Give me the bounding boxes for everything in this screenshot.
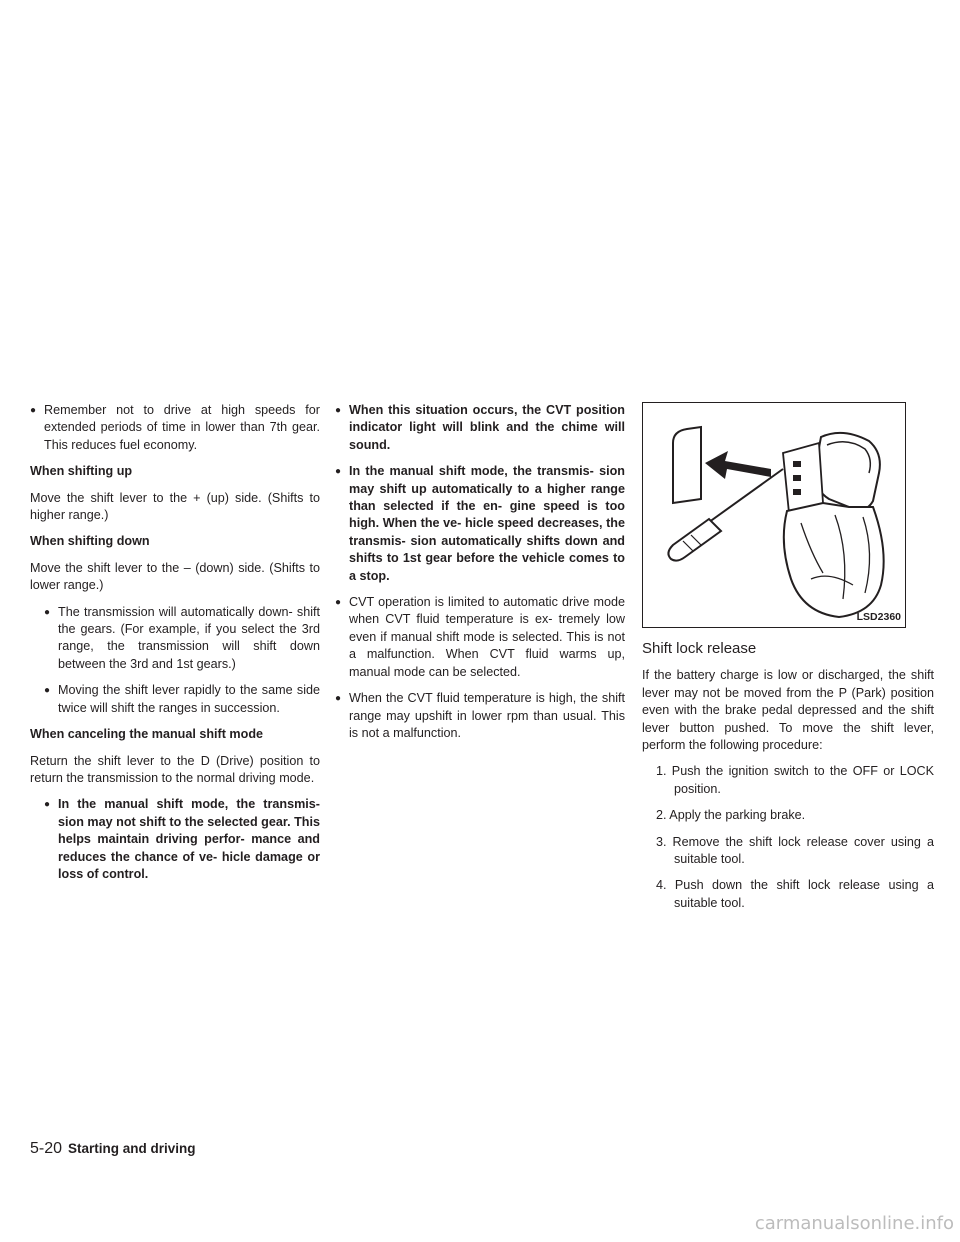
column-right — [642, 402, 934, 921]
heading-shifting-down: When shifting down — [30, 534, 150, 549]
step-item: 4. Push down the shift lock release using a suitable tool. — [656, 878, 934, 910]
footer-section: Starting and driving — [68, 1141, 196, 1156]
bullet-rapid-shift: ● Moving the shift lever rapidly to the same side twice will shift the ranges in succession. — [44, 682, 320, 717]
para-shifting-up: Move the shift lever to the + (up) side. (Shifts to higher range.) — [30, 490, 320, 523]
shift-lever-illustration — [643, 403, 905, 627]
section-title-shift-lock: Shift lock release — [642, 640, 757, 657]
para-shift-lock-intro: If the battery charge is low or discharged, the shift lever may not be moved from the P (Park) position even with the brake pedal depressed and the shift lever button pushed. To move the shift lever, perform the following procedure: — [642, 668, 934, 753]
bullet-manual-warning: ● In the manual shift mode, the transmis- sion may not shift to the selected gear. This helps maintain driving perfor- mance and reduces the chance of ve- hicle damage or loss of control. — [44, 796, 320, 883]
bullet-cvt-high-temp: ● When the CVT fluid temperature is high, the shift range may upshift in lower rpm than usual. This is not a malfunction. — [335, 690, 625, 742]
bullet-auto-upshift: ● In the manual shift mode, the transmis- sion may shift up automatically to a higher range than selected if the en- gine speed is too high. When the ve- hicle speed decreases, the transmis- sion automatically shifts down and shifts to 1st gear before the vehicle comes to a stop. — [335, 463, 625, 585]
step-item: 3. Remove the shift lock release cover using a suitable tool. — [656, 834, 934, 867]
column-middle — [335, 402, 625, 751]
bullet-auto-downshift: ● The transmission will automatically down- shift the gears. (For example, if you select the 3rd range, the transmission will shift down between the 3rd and 1st gears.) — [44, 604, 320, 674]
heading-canceling-manual: When canceling the manual shift mode — [30, 727, 264, 742]
column-left — [30, 402, 320, 892]
bullet-high-speed: ● Remember not to drive at high speeds for extended periods of time in lower than 7th gear. This reduces fuel economy. — [30, 402, 320, 454]
shift-lock-figure — [642, 402, 906, 628]
para-canceling-manual: Return the shift lever to the D (Drive) position to return the transmission to the normal driving mode. — [30, 753, 320, 785]
heading-shifting-up: When shifting up — [30, 464, 133, 479]
page-footer — [30, 1140, 196, 1158]
step-item: 1. Push the ignition switch to the OFF or LOCK position. — [656, 764, 934, 796]
shift-lock-steps — [642, 763, 934, 912]
bullet-cvt-low-temp: ● CVT operation is limited to automatic drive mode when CVT fluid temperature is ex- tremely low even if manual shift mode is selected. This is not a malfunction. When CVT fluid warms up, manual mode can be selected. — [335, 594, 625, 681]
figure-label: LSD2360 — [856, 610, 901, 623]
para-shifting-down: Move the shift lever to the – (down) side. (Shifts to lower range.) — [30, 560, 320, 593]
step-item: 2. Apply the parking brake. — [656, 808, 806, 823]
watermark: carmanualsonline.info — [754, 1213, 954, 1234]
page-number: 5-20 — [30, 1140, 63, 1157]
bullet-indicator-blink: ● When this situation occurs, the CVT position indicator light will blink and the chime will sound. — [335, 402, 625, 454]
